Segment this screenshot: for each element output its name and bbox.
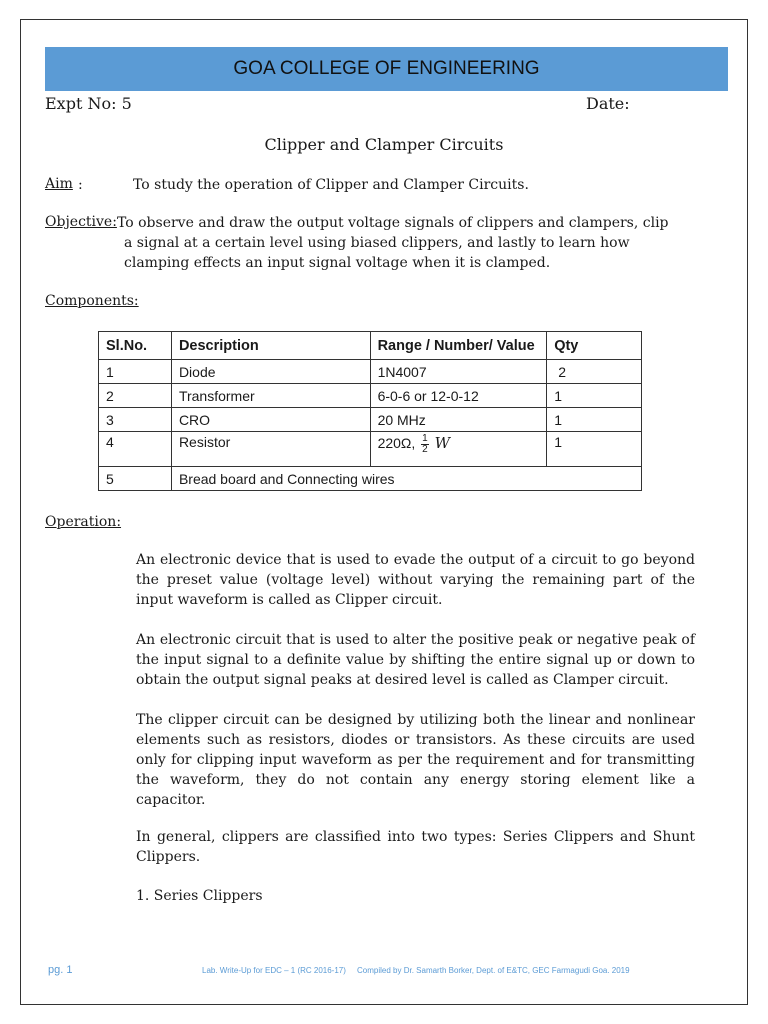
power-unit: W (434, 434, 451, 453)
objective-label: Objective: (45, 214, 117, 230)
components-table (98, 331, 642, 491)
college-name: GOA COLLEGE OF ENGINEERING (233, 58, 540, 79)
table-row (99, 384, 642, 408)
cell-sl: 1 (99, 360, 172, 384)
cell-value: 6-0-6 or 12-0-12 (370, 384, 547, 408)
table-header-row (99, 332, 642, 360)
cell-qty: 1 (547, 432, 642, 467)
series-clippers-heading: 1. Series Clippers (136, 888, 263, 904)
footer-text: Lab. Write-Up for EDC – 1 (RC 2016-17) Compiled by Dr. Samarth Borker, Dept. of E&TC, GEC Farmagudi Goa. 2019 (202, 966, 630, 975)
page-title: Clipper and Clamper Circuits (264, 135, 504, 154)
cell-sl: 3 (99, 408, 172, 432)
cell-description: Resistor (171, 432, 370, 467)
cell-description: CRO (171, 408, 370, 432)
operation-paragraph-1: An electronic device that is used to evade the output of a circuit to go beyond the preset value (voltage level) without varying the remaining part of the input waveform is called as Clipper circuit. (136, 552, 695, 608)
table-row (99, 432, 642, 467)
operation-paragraph-4: In general, clippers are classified into two types: Series Clippers and Shunt Clippers. (136, 829, 695, 865)
objective-line-3: clamping effects an input signal voltage when it is clamped. (124, 255, 551, 271)
fraction-denominator: 2 (422, 444, 428, 455)
resistor-value: 220Ω, (377, 435, 416, 452)
cell-value (370, 432, 547, 467)
aim-label: Aim (45, 176, 73, 192)
header-sl-no: Sl.No. (99, 332, 172, 360)
operation-paragraph-2: An electronic circuit that is used to alter the positive peak or negative peak of the input signal to a definite value by shifting the entire signal up or down to obtain the output signal peaks at desired level is called as Clamper circuit. (136, 632, 695, 688)
fraction (421, 434, 429, 455)
header-banner (45, 47, 728, 91)
table-row (99, 408, 642, 432)
cell-description: Diode (171, 360, 370, 384)
cell-value: 1N4007 (370, 360, 547, 384)
experiment-number: Expt No: 5 (45, 94, 132, 113)
objective-text (117, 213, 704, 273)
date-label: Date: (586, 94, 630, 113)
operation-paragraph-3: The clipper circuit can be designed by utilizing both the linear and nonlinear elements such as resistors, diodes or transistors. As these circuits are used only for clipping input waveform as per the requirement and for transmitting the waveform, they do not contain any energy storing element like a capacitor. (136, 712, 695, 808)
cell-sl: 5 (99, 467, 172, 491)
components-label: Components: (45, 293, 139, 309)
header-description: Description (171, 332, 370, 360)
fraction-numerator: 1 (422, 433, 428, 444)
operation-label: Operation: (45, 514, 122, 530)
objective-line-1: To observe and draw the output voltage signals of clippers and clampers, clip (117, 215, 669, 231)
header-range: Range / Number/ Value (370, 332, 547, 360)
objective-line-2: a signal at a certain level using biased clippers, and lastly to learn how (124, 235, 630, 251)
cell-description: Bread board and Connecting wires (171, 467, 641, 491)
header-qty: Qty (547, 332, 642, 360)
cell-qty: 1 (547, 408, 642, 432)
cell-qty: 2 (547, 360, 642, 384)
aim-colon: : (78, 177, 83, 193)
table-row (99, 467, 642, 491)
cell-sl: 2 (99, 384, 172, 408)
cell-sl: 4 (99, 432, 172, 467)
aim-text: To study the operation of Clipper and Clamper Circuits. (133, 177, 529, 193)
cell-value: 20 MHz (370, 408, 547, 432)
table-row (99, 360, 642, 384)
cell-qty: 1 (547, 384, 642, 408)
page-number: pg. 1 (48, 964, 73, 976)
cell-description: Transformer (171, 384, 370, 408)
